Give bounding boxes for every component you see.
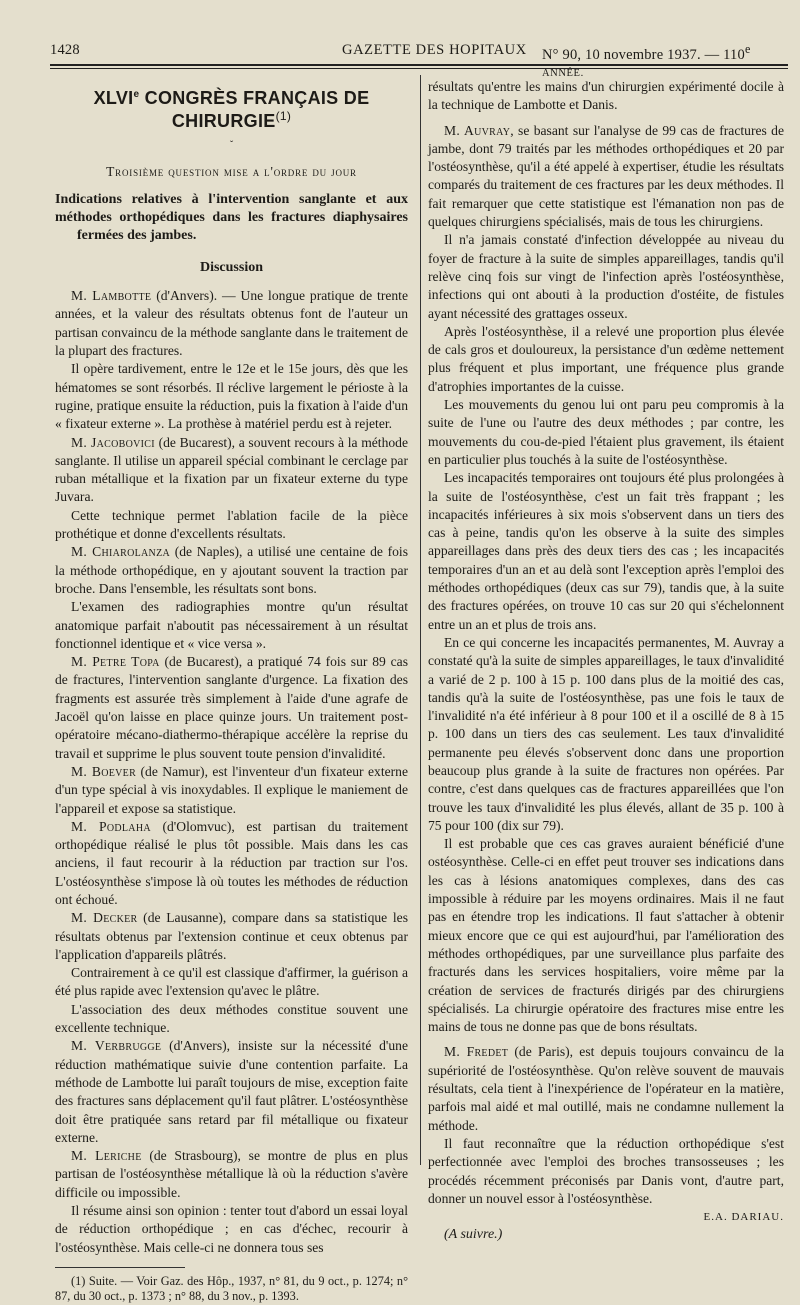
paragraph: Il est probable que ces cas graves auraient bénéficié d'une ostéosynthèse. Celle-ci en effet peut trouver ses indications dans les cas à lésions anatomiques complexes, dans des cas impossible à réduire par les moyens ordinaires. Mais il ne faut pas en étendre trop les indications. Il faut s'attacher à obtenir mieux encore que ce qui est aujourd'hui, par l'amélioration des méthodes orthopédiques, par une surveillance plus parfaite des fracturés dans les services hospitaliers, voire même par la création de services de fracturés dirigés par des chirurgiens spécialisés. La chirurgie opératoire des fractures mise entre les mains de tous ne donne pas que de bons résultats.	[428, 836, 784, 1035]
question-heading: Troisième question mise a l'ordre du jour	[106, 163, 357, 179]
paragraph	[55, 653, 408, 763]
paragraph-text: (de Strasbourg), se montre de plus en plus partisan de l'ostéosynthèse métallique là où la réduction s'avère difficile ou impossible.	[55, 1148, 409, 1200]
paragraph: Cette technique permet l'ablation facile de la pièce prothétique et donne d'excellents résultats.	[55, 507, 408, 542]
paragraph: En ce qui concerne les incapacités permanentes, M. Auvray a constaté qu'à la suite de simples appareillages, le taux d'invalidité a varié de 2 p. 100 à 15 p. 100 dans plus de la moitié des cas, tandis qu'à la suite de l'ostéosynthèse, pas une fois le taux de l'invalidité n'a été inférieur à 8 pour 100 et il a oscillé de 8 à 15 p. 100 dans un tiers des cas seulement. Les taux d'invalidité permanente peu élevés s'observent donc dans une proportion beaucoup plus grande à la suite de fractures non opérées. Par contre, c'est dans quelques cas de fractures appareillées que l'on trouve les taux d'invalidité les plus élevés, allant de 35 p. 100 à 75 pour 100 (dix sur 79).	[428, 634, 784, 833]
speaker-name: M. Podlaha	[71, 818, 151, 834]
subject-heading	[55, 191, 408, 245]
speaker-name: M. Leriche	[71, 1148, 142, 1164]
speaker-name: M. Jacobovici	[71, 434, 155, 450]
paragraph: Il n'a jamais constaté d'infection développée au niveau du foyer de fracture à la suite de simples appareillages, tandis qu'il relève cinq fois sur vingt de l'infection après l'ostéosynthèse, infections qui ont abouti à la production d'ostéite, de fistules ayant nécessité des grattages osseux.	[428, 232, 784, 321]
speaker-name: M. Boever	[71, 763, 137, 779]
left-column	[55, 78, 408, 1305]
issue-sup: e	[744, 42, 751, 56]
paragraph: L'examen des radiographies montre qu'un résultat anatomique parfait n'aboutit pas nécessairement à un résultat fonctionnel identique et « vice versa ».	[55, 599, 408, 651]
speaker-name: M. Fredet	[444, 1044, 509, 1060]
congress-title	[55, 86, 408, 131]
paragraph: Il faut reconnaître que la réduction orthopédique s'est perfectionnée avec l'emploi des broches transosseuses ; les procédés récemment préconisés par Danis vont, d'autre part, donner un nouvel essor à l'ostéosynthèse.	[428, 1135, 784, 1206]
subject-line-3: fermées des jambes.	[77, 227, 197, 243]
paragraph-text: (de Namur), est l'inventeur d'un fixateur externe d'un type spécial à vis inoxydables. Il explique le maniement de l'appareil et expose sa statistique.	[55, 763, 409, 816]
speaker-name: M. Decker	[71, 910, 138, 926]
author-signature: E.A. DARIAU.	[703, 1211, 784, 1224]
speaker-name: M. Lambotte	[71, 288, 152, 304]
right-column	[428, 78, 784, 1245]
paragraph	[428, 1043, 784, 1134]
paragraph	[55, 287, 408, 360]
paragraph	[55, 1037, 408, 1147]
paragraph	[55, 818, 408, 909]
paragraph-text: (de Bucarest), a souvent recours à la méthode sanglante. Il utilise un appareil spécial combinant le cerclage par ruban métallique et la fixation par un fixateur externe du type Juvara.	[55, 434, 408, 505]
footnote: (1) Suite. — Voir Gaz. des Hôp., 1937, n° 81, du 9 oct., p. 1274; n° 87, du 30 oct., p. 1373 ; n° 88, du 3 nov., p. 1393.	[55, 1273, 408, 1304]
subject-line-2: méthodes orthopédiques dans les fractures diaphysaires	[55, 209, 408, 225]
paragraph: Après l'ostéosynthèse, il a relevé une proportion plus élevée de cals gros et douloureux, la persistance d'un œdème nettement plus fréquent et plus important, une fréquence plus grande d'atrophies importantes de la cuisse.	[428, 323, 784, 394]
congress-prefix: XLVI	[93, 88, 134, 108]
paragraph-text: (d'Anvers), insiste sur la nécessité d'une réduction mathématique suivie d'une contention parfaite. La méthode de Lambotte lui paraît toujours de mise, exception faite des fractures sans déplacement qu'il faut plâtrer. L'ostéosynthèse doit être pratiquée sans retard par fil métallique ou fixateur externe.	[55, 1038, 408, 1145]
paragraph	[55, 1147, 408, 1202]
speaker-name: M. Chiarolanza	[71, 544, 170, 560]
paragraph-text: (de Naples), a utilisé une centaine de fois la méthode orthopédique, en y ajoutant souvent la traction par broche. Dans l'ensemble, les résultats sont bons.	[55, 544, 408, 596]
journal-title: GAZETTE DES HOPITAUX	[342, 42, 527, 58]
paragraph: résultats qu'entre les mains d'un chirurgien expérimenté docile à la technique de Lambotte et Danis.	[428, 79, 784, 113]
paragraph	[428, 122, 784, 232]
paragraph-text: , se basant sur l'analyse de 99 cas de fractures de jambe, dont 79 traités par les méthodes orthopédiques et 20 par l'ostéosynthèse, qu'il a été appelé à expertiser, étudie les résultats comparés du traitement de ces fractures par les deux méthodes. Il fait remarquer que cette statistique est l'émanation non pas de quelques chirurgiens spécialisés, mais de tous les chirurgiens.	[428, 122, 784, 230]
congress-sup: e	[133, 89, 140, 100]
paragraph: Les incapacités temporaires ont toujours été plus prolongées à la suite de l'ostéosynthèse, c'est un fait très frappant ; les incapacités inférieures à six mois s'observent dans un tiers des cas à peine, tandis qu'on les observe à la suite des simples appareillages dans près des deux tiers des cas ; les incapacités temporaires d'un an et au delà sont l'exception après l'emploi des méthodes orthopédiques (deux cas sur 79), tandis que, à la suite des fractures opérées, on trouve 10 cas sur 20 qui s'échelonnent entre un an et plus de trois ans.	[428, 470, 784, 632]
paragraph-text: (d'Olomvuc), est partisan du traitement orthopédique réalisé le plus tôt possible. Mais dans les cas anciens, il faut recourir à la réduction par traction sur l'os. L'ostéosynthèse s'impose là où toutes les méthodes de réduction ont échoué.	[55, 818, 408, 907]
title-ornament: ˇ	[229, 139, 234, 151]
header-rule-thick	[50, 64, 788, 66]
speaker-name: M. Auvray	[444, 122, 511, 138]
subject-line-1: Indications relatives à l'intervention sanglante et aux	[55, 191, 408, 207]
paragraph-text: (d'Anvers). — Une longue pratique de trente années, et la valeur des résultats obtenus font de l'auteur un partisan convaincu de la méthode sanglante dans le traitement de la plupart des fractures.	[55, 288, 408, 359]
running-header	[50, 38, 788, 79]
paragraph	[55, 763, 408, 818]
footnote-ref: (1)	[275, 109, 292, 124]
speaker-name: M. Verbrugge	[71, 1038, 162, 1054]
header-rule-thin	[50, 68, 788, 69]
to-be-continued: (A suivre.)	[444, 1227, 503, 1243]
paragraph	[55, 543, 408, 598]
discussion-heading: Discussion	[199, 259, 264, 275]
issue-date: N° 90, 10 novembre 1937. — 110	[542, 46, 745, 63]
footnote-rule	[55, 1267, 185, 1268]
speaker-name: M. Petre Topa	[71, 654, 160, 670]
paragraph-text: (de Bucarest), a pratiqué 74 fois sur 89 cas de fractures, l'intervention sanglante d'urgence. La fixation des fragments est assurée très simplement à l'aide d'une agrafe de Jacoël qu'on laisse en place quinze jours. Un traitement post-opératoire mécano-diathermo-thérapique accélère la reprise du travail et supprime le plus souvent toute pension d'invalidité.	[55, 654, 408, 761]
column-divider	[420, 75, 421, 1165]
page-number: 1428	[50, 42, 80, 58]
paragraph: Contrairement à ce qu'il est classique d'affirmer, la guérison a été plus rapide avec l'extension qu'avec le plâtre.	[55, 965, 408, 999]
year-word: ANNÉE.	[542, 67, 584, 79]
paragraph: Les mouvements du genou lui ont paru peu compromis à la suite de l'une ou l'autre des deux méthodes ; par contre, les mouvements du cou-de-pied l'étaient plus gravement, ils étaient en particulier plus touchés à la suite de l'ostéosynthèse.	[428, 397, 784, 467]
paragraph-text: (de Paris), est depuis toujours convaincu de la supériorité de l'ostéosynthèse. Qu'on relève souvent de mauvais résultats, cela tient à l'inexpérience de l'opérateur en la matière, parfois mal aidé et mal outillé, mais ne condamne nullement la méthode.	[428, 1044, 784, 1133]
paragraph	[55, 909, 408, 964]
paragraph: Il opère tardivement, entre le 12e et le 15e jours, dès que les hématomes se sont résorbés. Il réclive largement le périoste à la rugine, pratique ensuite la réduction, puis la fixation à l'aide d'un « fixateur externe ». La prothèse à matériel perdu est à rejeter.	[55, 361, 408, 432]
paragraph: Il résume ainsi son opinion : tenter tout d'abord un essai loyal de réduction orthopédique ; en cas d'échec, recourir à l'ostéosynthèse. Mais celle-ci ne donnera tous ses	[55, 1203, 408, 1255]
paragraph-text: (de Lausanne), compare dans sa statistique les résultats obtenus par l'extension continue et ceux obtenus par l'application d'appareils plâtrés.	[55, 910, 408, 962]
congress-rest: CONGRÈS FRANÇAIS DE CHIRURGIE	[139, 88, 370, 132]
paragraph: L'association des deux méthodes constitue souvent une excellente technique.	[55, 1001, 408, 1036]
issue-info	[542, 42, 788, 81]
paragraph	[55, 434, 408, 507]
